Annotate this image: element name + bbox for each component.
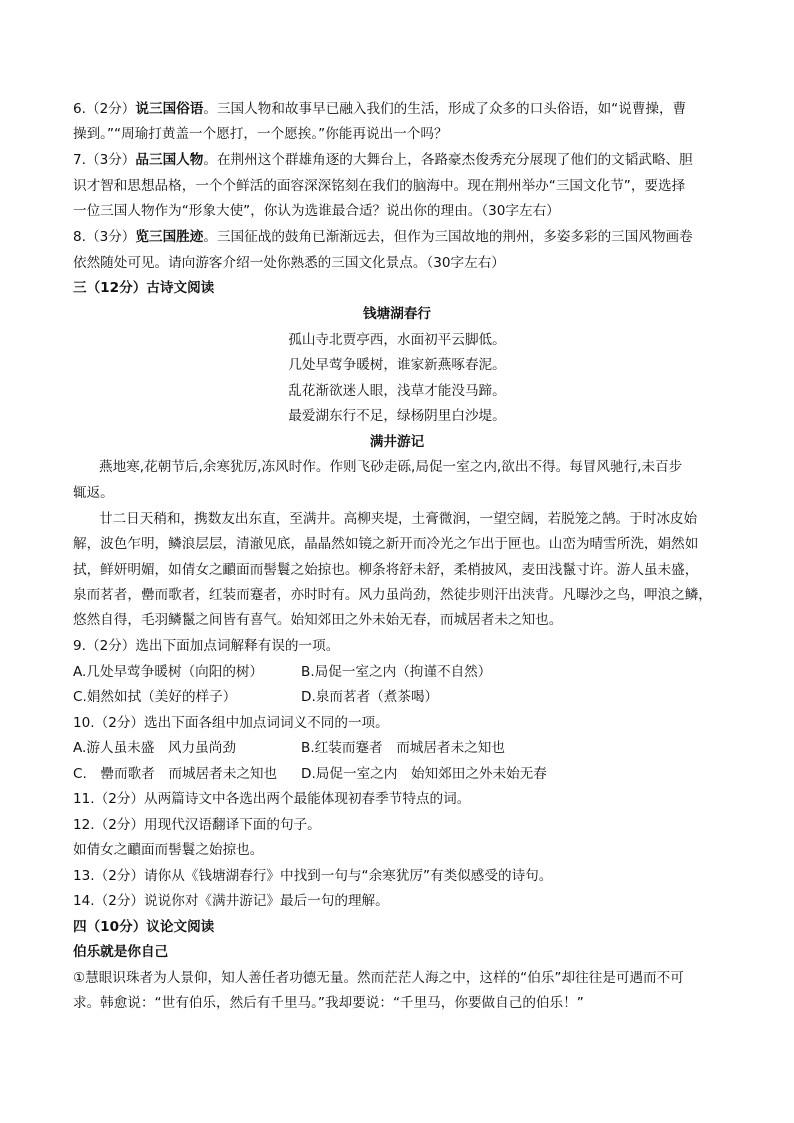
prose-line: 泉而茗者，罍而歌者，红装而蹇者，亦时时有。风力虽尚劲，然徒步则汗出浃背。凡曝沙之鸟，呷浪之鳞， bbox=[73, 587, 712, 603]
poem-line: 孤山寺北贾亭西，水面初平云脚低。 bbox=[288, 332, 506, 348]
poem-title: 钱塘湖春行 bbox=[363, 306, 431, 322]
q7-line-1 bbox=[73, 150, 723, 170]
q10-option-a: A.游人虽未盛 风力虽尚劲 bbox=[73, 740, 236, 756]
q6-title: 说三国俗语 bbox=[135, 101, 204, 117]
section3-heading: 三（12分）古诗文阅读 bbox=[73, 280, 215, 296]
q9-option-b: B.局促一室之内（拘谨不自然） bbox=[301, 664, 492, 680]
q8-line-1 bbox=[73, 227, 723, 247]
q10-option-b: B.红装而蹇者 而城居者未之知也 bbox=[301, 740, 505, 756]
q11-stem: 11.（2分）从两篇诗文中各选出两个最能体现初春季节特点的词。 bbox=[73, 791, 471, 807]
q9-option-d: D.泉而茗者（煮茶喝） bbox=[301, 689, 439, 705]
poem-line: 乱花渐欲迷人眼，浅草才能没马蹄。 bbox=[288, 383, 506, 399]
q9-option-a: A.几处早莺争暖树（向阳的树） bbox=[73, 664, 264, 680]
prose-line: 燕地寒,花朝节后,余寒犹厉,冻风时作。作则飞砂走砾,局促一室之内,欲出不得。每冒风驰行,未百步 bbox=[99, 459, 683, 475]
prose-title: 满井游记 bbox=[369, 434, 425, 450]
q12-sentence: 如倩女之靧面而髻鬟之始掠也。 bbox=[73, 842, 264, 858]
q7-prefix: 7.（3分） bbox=[73, 152, 136, 168]
q7-line-2: 识才智和思想品格，一个个鲜活的面容深深铭刻在我们的脑海中。现在荆州举办“三国文化节”，要选择 bbox=[73, 178, 686, 194]
q7-title: 品三国人物 bbox=[135, 152, 204, 168]
q6-body-1: 。三国人物和故事早已融入我们的生活，形成了众多的口头俗语，如“说曹操，曹 bbox=[203, 101, 687, 117]
q7-body-1: 。在荆州这个群雄角逐的大舞台上，各路豪杰俊秀充分展现了他们的文韬武略、胆 bbox=[203, 152, 693, 168]
q6-line-2: 操到。”“周瑜打黄盖一个愿打，一个愿挨。”你能再说出一个吗？ bbox=[73, 126, 448, 142]
section4-heading: 四（10分）议论文阅读 bbox=[73, 919, 215, 935]
prose-line: 拭，鲜妍明媚，如倩女之靧面而髻鬟之始掠也。柳条将舒未舒，柔梢披风，麦田浅鬣寸许。游人虽未盛， bbox=[73, 562, 699, 578]
q14-stem: 14.（2分）说说你对《满井游记》最后一句的理解。 bbox=[73, 893, 389, 909]
q10-stem: 10.（2分）选出下面各组中加点词词义不同的一项。 bbox=[73, 715, 389, 731]
poem-line: 最爱湖东行不足，绿杨阴里白沙堤。 bbox=[288, 408, 506, 424]
prose-line: 悠然自得，毛羽鳞鬣之间皆有喜气。始知郊田之外未始无春，而城居者未之知也。 bbox=[73, 612, 563, 628]
prose-line: 辄返。 bbox=[73, 485, 114, 501]
q10-option-c: C. 罍而歌者 而城居者未之知也 bbox=[73, 766, 278, 782]
q10-option-d: D.局促一室之内 始知郊田之外未始无春 bbox=[301, 766, 547, 782]
q6-prefix: 6.（2分） bbox=[73, 101, 136, 117]
q13-stem: 13.（2分）请你从《钱塘湖春行》中找到一句与“余寒犹厉”有类似感受的诗句。 bbox=[73, 868, 553, 884]
q8-body-1: 。三国征战的鼓角已渐渐远去，但作为三国故地的荆州，多姿多彩的三国风物画卷 bbox=[203, 229, 693, 245]
q8-prefix: 8.（3分） bbox=[73, 229, 136, 245]
q6-line-1 bbox=[73, 99, 723, 119]
q12-stem: 12.（2分）用现代汉语翻译下面的句子。 bbox=[73, 817, 321, 833]
prose-line: 廿二日天稍和，携数友出东直，至满井。高柳夹堤，土膏微润，一望空阔，若脱笼之鹄。于时冰皮始 bbox=[99, 511, 698, 527]
article-para-line-1: ①慧眼识珠者为人景仰，知人善任者功德无量。然而茫茫人海之中，这样的“伯乐”却往往是可遇而不可 bbox=[73, 970, 684, 986]
q8-title: 览三国胜迹 bbox=[135, 229, 204, 245]
q9-stem: 9.（2分）选出下面加点词解释有误的一项。 bbox=[73, 638, 340, 654]
poem-line: 几处早莺争暖树，谁家新燕啄春泥。 bbox=[288, 357, 506, 373]
prose-line: 解，波色乍明，鳞浪层层，清澈见底，晶晶然如镜之新开而冷光之乍出于匣也。山峦为晴雪所洗，娟然如 bbox=[73, 536, 699, 552]
q8-line-2: 依然随处可见。请向游客介绍一处你熟悉的三国文化景点。（30字左右） bbox=[73, 255, 505, 271]
article-para-line-2: 求。韩愈说：“世有伯乐，然后有千里马。”我却要说：“千里马，你要做自己的伯乐！” bbox=[73, 995, 584, 1011]
q7-line-3: 一位三国人物作为“形象大使”，你认为选谁最合适？说出你的理由。（30字左右） bbox=[73, 203, 560, 219]
q9-option-c: C.娟然如拭（美好的样子） bbox=[73, 689, 237, 705]
article-title: 伯乐就是你自己 bbox=[73, 944, 169, 960]
